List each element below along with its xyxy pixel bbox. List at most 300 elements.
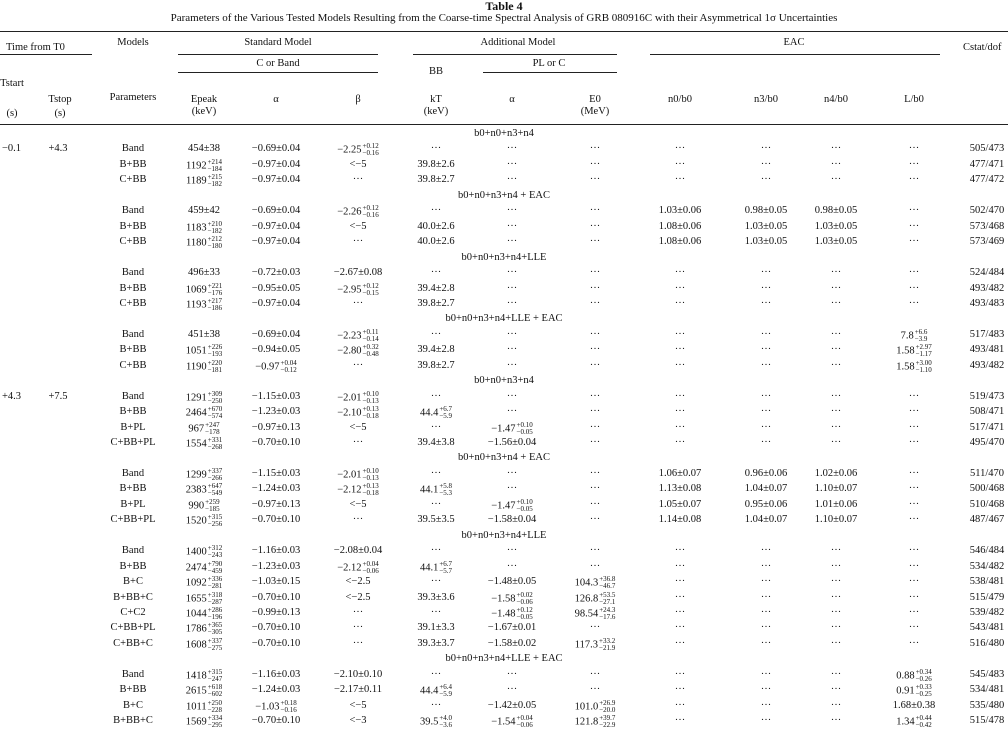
cell-beta: ··· bbox=[352, 622, 364, 633]
table-row bbox=[0, 560, 1008, 574]
cell-e0: ··· bbox=[589, 174, 601, 185]
cell-cstat: 502/470 bbox=[969, 205, 1005, 216]
cell-model: B+BB bbox=[119, 344, 147, 355]
cell-n0b0: ··· bbox=[674, 283, 686, 294]
cell-alpha: −1.15±0.03 bbox=[251, 468, 301, 479]
rule-standard bbox=[178, 54, 378, 55]
cell-e0: ··· bbox=[589, 468, 601, 479]
cell-model: B+BB bbox=[119, 406, 147, 417]
cell-e0: 121.8 +39.7 −22.9 bbox=[574, 714, 616, 729]
cell-epeak: 1520 +315 −256 bbox=[185, 513, 223, 528]
cell-n3b0: ··· bbox=[760, 159, 772, 170]
cell-n0b0: ··· bbox=[674, 561, 686, 572]
cell-kt: ··· bbox=[430, 267, 442, 278]
table-row bbox=[0, 343, 1008, 357]
cell-alpha: −0.97±0.04 bbox=[251, 221, 301, 232]
cell-lb0: ··· bbox=[908, 607, 920, 618]
cell-alpha: −1.23±0.03 bbox=[251, 406, 301, 417]
cell-model: Band bbox=[121, 468, 145, 479]
cell-n0b0: 1.06±0.07 bbox=[658, 468, 702, 479]
header-tstart: Tstart bbox=[0, 78, 24, 89]
cell-kt: 39.3±3.7 bbox=[417, 638, 455, 649]
cell-cstat: 493/483 bbox=[969, 298, 1005, 309]
cell-cstat: 524/484 bbox=[969, 267, 1005, 278]
cell-beta: ··· bbox=[352, 638, 364, 649]
cell-beta: <−5 bbox=[349, 499, 367, 510]
header-n0b0: n0/b0 bbox=[668, 94, 692, 105]
cell-model: B+C bbox=[123, 700, 143, 711]
cell-alpha: −1.16±0.03 bbox=[251, 669, 301, 680]
cell-cstat: 519/473 bbox=[969, 391, 1005, 402]
cell-kt: 39.5 +4.0 −3.6 bbox=[419, 714, 453, 729]
table-row bbox=[0, 621, 1008, 635]
table-title: Table 4 bbox=[485, 0, 523, 13]
cell-beta: −2.17±0.11 bbox=[333, 684, 383, 695]
cell-n4b0: ··· bbox=[830, 592, 842, 603]
cell-epeak: 1418 +315 −247 bbox=[185, 668, 223, 683]
cell-model: C+C2 bbox=[120, 607, 146, 618]
cell-alpha: −0.97±0.13 bbox=[251, 422, 301, 433]
cell-kt: 44.1 +5.8 −5.3 bbox=[419, 482, 453, 497]
cell-n0b0: 1.13±0.08 bbox=[658, 483, 702, 494]
cell-epeak: 1180 +212 −180 bbox=[185, 235, 223, 250]
cell-n4b0: ··· bbox=[830, 545, 842, 556]
cell-epeak: 1299 +337 −266 bbox=[185, 467, 223, 482]
cell-n0b0: 1.08±0.06 bbox=[658, 236, 702, 247]
cell-kt: ··· bbox=[430, 205, 442, 216]
cell-cstat: 493/482 bbox=[969, 283, 1005, 294]
cell-beta: <−5 bbox=[349, 159, 367, 170]
cell-n4b0: 1.10±0.07 bbox=[814, 514, 858, 525]
cell-lb0: 0.88 +0.34 −0.26 bbox=[896, 668, 932, 683]
cell-lb0: ··· bbox=[908, 159, 920, 170]
cell-n4b0: ··· bbox=[830, 576, 842, 587]
cell-alpha: −0.72±0.03 bbox=[251, 267, 301, 278]
cell-epeak: 451±38 bbox=[187, 329, 221, 340]
cell-cstat: 511/470 bbox=[969, 468, 1005, 479]
cell-epeak: 2464 +670 −574 bbox=[185, 405, 223, 420]
cell-n0b0: ··· bbox=[674, 422, 686, 433]
table-row bbox=[0, 482, 1008, 496]
cell-lb0: ··· bbox=[908, 576, 920, 587]
cell-e0: ··· bbox=[589, 499, 601, 510]
cell-n4b0: ··· bbox=[830, 669, 842, 680]
cell-tstop: +4.3 bbox=[48, 143, 68, 154]
cell-n0b0: ··· bbox=[674, 669, 686, 680]
cell-epeak: 1291 +309 −250 bbox=[185, 390, 223, 405]
cell-alpha: −0.99±0.13 bbox=[251, 607, 301, 618]
cell-alpha: −1.23±0.03 bbox=[251, 561, 301, 572]
cell-beta: ··· bbox=[352, 437, 364, 448]
cell-n3b0: ··· bbox=[760, 622, 772, 633]
cell-n4b0: 1.03±0.05 bbox=[814, 236, 858, 247]
cell-kt: ··· bbox=[430, 143, 442, 154]
cell-model: C+BB+PL bbox=[110, 437, 156, 448]
rule-top bbox=[0, 31, 1008, 32]
cell-beta: −2.12 +0.04 −0.06 bbox=[337, 560, 379, 575]
cell-kt: 39.5±3.5 bbox=[417, 514, 455, 525]
cell-cstat: 477/472 bbox=[969, 174, 1005, 185]
table-row bbox=[0, 467, 1008, 481]
cell-kt: ··· bbox=[430, 499, 442, 510]
cell-alpha-additional: ··· bbox=[506, 267, 518, 278]
cell-n4b0: ··· bbox=[830, 561, 842, 572]
cell-epeak: 459±42 bbox=[187, 205, 221, 216]
cell-alpha: −0.70±0.10 bbox=[251, 592, 301, 603]
cell-alpha: −0.94±0.05 bbox=[251, 344, 301, 355]
table-row bbox=[0, 220, 1008, 234]
cell-e0: 126.8 +53.5 −27.1 bbox=[574, 591, 616, 606]
cell-epeak: 1190 +220 −181 bbox=[185, 359, 223, 374]
cell-alpha-additional: ··· bbox=[506, 684, 518, 695]
cell-n4b0: ··· bbox=[830, 422, 842, 433]
cell-lb0: ··· bbox=[908, 143, 920, 154]
cell-e0: ··· bbox=[589, 622, 601, 633]
cell-epeak: 496±33 bbox=[187, 267, 221, 278]
cell-n0b0: ··· bbox=[674, 329, 686, 340]
cell-alpha-additional: ··· bbox=[506, 391, 518, 402]
cell-n4b0: 1.10±0.07 bbox=[814, 483, 858, 494]
cell-lb0: ··· bbox=[908, 483, 920, 494]
cell-n3b0: ··· bbox=[760, 607, 772, 618]
cell-beta: −2.08±0.04 bbox=[333, 545, 383, 556]
cell-n4b0: 0.98±0.05 bbox=[814, 205, 858, 216]
cell-e0: ··· bbox=[589, 561, 601, 572]
header-alpha: α bbox=[273, 94, 279, 105]
cell-cstat: 493/481 bbox=[969, 344, 1005, 355]
section-header: b0+n0+n3+n4 bbox=[474, 128, 534, 139]
cell-alpha: −1.16±0.03 bbox=[251, 545, 301, 556]
cell-lb0: ··· bbox=[908, 205, 920, 216]
cell-model: Band bbox=[121, 669, 145, 680]
cell-cstat: 517/471 bbox=[969, 422, 1005, 433]
cell-n3b0: 0.98±0.05 bbox=[744, 205, 788, 216]
cell-alpha-additional: ··· bbox=[506, 545, 518, 556]
table-row bbox=[0, 173, 1008, 187]
cell-n0b0: ··· bbox=[674, 437, 686, 448]
header-models: Models bbox=[117, 37, 149, 48]
cell-beta: −2.12 +0.13 −0.18 bbox=[337, 482, 379, 497]
cell-cstat: 546/484 bbox=[969, 545, 1005, 556]
cell-model: Band bbox=[121, 545, 145, 556]
cell-alpha-additional: ··· bbox=[506, 283, 518, 294]
cell-alpha-additional: ··· bbox=[506, 360, 518, 371]
cell-kt: 39.8±2.6 bbox=[417, 159, 455, 170]
table-row bbox=[0, 699, 1008, 713]
cell-epeak: 1554 +331 −268 bbox=[185, 436, 223, 451]
cell-model: B+PL bbox=[120, 422, 146, 433]
cell-alpha-additional: ··· bbox=[506, 298, 518, 309]
cell-epeak: 2615 +618 −602 bbox=[185, 683, 223, 698]
cell-n4b0: ··· bbox=[830, 700, 842, 711]
cell-alpha: −1.15±0.03 bbox=[251, 391, 301, 402]
cell-alpha: −0.70±0.10 bbox=[251, 638, 301, 649]
cell-n0b0: ··· bbox=[674, 638, 686, 649]
cell-epeak: 1786 +365 −305 bbox=[185, 621, 223, 636]
cell-lb0: ··· bbox=[908, 422, 920, 433]
cell-e0: 98.54 +24.3 −17.6 bbox=[574, 606, 616, 621]
cell-kt: 39.8±2.7 bbox=[417, 298, 455, 309]
cell-epeak: 1193 +217 −186 bbox=[185, 297, 223, 312]
cell-e0: ··· bbox=[589, 514, 601, 525]
header-eac: EAC bbox=[783, 37, 805, 48]
cell-alpha: −0.97±0.04 bbox=[251, 236, 301, 247]
cell-n3b0: ··· bbox=[760, 638, 772, 649]
table-row bbox=[0, 204, 1008, 218]
cell-beta: <−5 bbox=[349, 422, 367, 433]
cell-epeak: 1192 +214 −184 bbox=[185, 158, 223, 173]
header-tstart-unit: (s) bbox=[6, 108, 18, 119]
table-row bbox=[0, 282, 1008, 296]
cell-beta: −2.80 +0.32 −0.48 bbox=[337, 343, 379, 358]
cell-alpha-additional: ··· bbox=[506, 669, 518, 680]
cell-kt: ··· bbox=[430, 669, 442, 680]
cell-n4b0: ··· bbox=[830, 391, 842, 402]
cell-alpha: −0.97±0.04 bbox=[251, 159, 301, 170]
cell-epeak: 1011 +250 −228 bbox=[185, 699, 223, 714]
cell-model: B+BB bbox=[119, 283, 147, 294]
cell-beta: −2.95 +0.12 −0.15 bbox=[337, 282, 379, 297]
cell-alpha-additional: −1.67±0.01 bbox=[487, 622, 537, 633]
cell-lb0: ··· bbox=[908, 468, 920, 479]
cell-kt: 40.0±2.6 bbox=[417, 221, 455, 232]
cell-lb0: ··· bbox=[908, 283, 920, 294]
cell-model: B+BB bbox=[119, 483, 147, 494]
cell-n3b0: ··· bbox=[760, 437, 772, 448]
cell-e0: ··· bbox=[589, 437, 601, 448]
cell-e0: ··· bbox=[589, 669, 601, 680]
cell-beta: ··· bbox=[352, 514, 364, 525]
cell-alpha: −1.24±0.03 bbox=[251, 483, 301, 494]
header-beta: β bbox=[355, 94, 361, 105]
cell-alpha-additional: −1.56±0.04 bbox=[487, 437, 537, 448]
cell-lb0: 1.58 +3.00 −1.10 bbox=[896, 359, 932, 374]
cell-n3b0: ··· bbox=[760, 684, 772, 695]
cell-beta: −2.10 +0.13 −0.18 bbox=[337, 405, 379, 420]
cell-cstat: 477/471 bbox=[969, 159, 1005, 170]
cell-alpha-additional: −1.42±0.05 bbox=[487, 700, 537, 711]
cell-kt: 40.0±2.6 bbox=[417, 236, 455, 247]
cell-model: C+BB bbox=[119, 298, 147, 309]
cell-lb0: ··· bbox=[908, 437, 920, 448]
cell-kt: 39.3±3.6 bbox=[417, 592, 455, 603]
cell-model: Band bbox=[121, 391, 145, 402]
cell-beta: −2.01 +0.10 −0.13 bbox=[337, 467, 379, 482]
table-row bbox=[0, 714, 1008, 728]
cell-cstat: 505/473 bbox=[969, 143, 1005, 154]
cell-model: C+BB+C bbox=[113, 638, 153, 649]
cell-n4b0: ··· bbox=[830, 143, 842, 154]
cell-cstat: 515/478 bbox=[969, 715, 1005, 726]
cell-n3b0: ··· bbox=[760, 267, 772, 278]
cell-cstat: 539/482 bbox=[969, 607, 1005, 618]
cell-alpha: −0.69±0.04 bbox=[251, 329, 301, 340]
cell-beta: <−2.5 bbox=[345, 576, 371, 587]
header-lb0: L/b0 bbox=[904, 94, 924, 105]
cell-epeak: 1569 +334 −295 bbox=[185, 714, 223, 729]
cell-n3b0: ··· bbox=[760, 298, 772, 309]
cell-n4b0: 1.01±0.06 bbox=[814, 499, 858, 510]
header-parameters: Parameters bbox=[109, 92, 157, 103]
cell-beta: ··· bbox=[352, 174, 364, 185]
table-row bbox=[0, 606, 1008, 620]
cell-lb0: 1.58 +2.97 −1.17 bbox=[896, 343, 932, 358]
cell-kt: ··· bbox=[430, 545, 442, 556]
cell-n0b0: ··· bbox=[674, 684, 686, 695]
cell-n3b0: ··· bbox=[760, 561, 772, 572]
cell-n4b0: ··· bbox=[830, 437, 842, 448]
header-alpha-additional: α bbox=[509, 94, 515, 105]
cell-lb0: 0.91 +0.33 −0.25 bbox=[896, 683, 932, 698]
table-row bbox=[0, 297, 1008, 311]
table-row bbox=[0, 591, 1008, 605]
header-e0: E0 bbox=[589, 94, 601, 105]
table-row bbox=[0, 421, 1008, 435]
cell-beta: −2.10±0.10 bbox=[333, 669, 383, 680]
header-kt: kT bbox=[430, 94, 442, 105]
cell-e0: ··· bbox=[589, 406, 601, 417]
cell-n3b0: ··· bbox=[760, 329, 772, 340]
cell-n0b0: ··· bbox=[674, 592, 686, 603]
cell-n4b0: ··· bbox=[830, 298, 842, 309]
cell-n3b0: ··· bbox=[760, 422, 772, 433]
cell-e0: ··· bbox=[589, 684, 601, 695]
cell-alpha-additional: −1.58±0.02 bbox=[487, 638, 537, 649]
cell-lb0: ··· bbox=[908, 499, 920, 510]
table-caption bbox=[0, 0, 1008, 25]
cell-epeak: 990 +259 −185 bbox=[188, 498, 220, 513]
cell-e0: ··· bbox=[589, 283, 601, 294]
cell-lb0: ··· bbox=[908, 406, 920, 417]
cell-n3b0: 1.04±0.07 bbox=[744, 483, 788, 494]
cell-alpha: −0.97 +0.04 −0.12 bbox=[255, 359, 297, 374]
cell-alpha-additional: −1.48 +0.12 −0.05 bbox=[491, 606, 533, 621]
cell-model: Band bbox=[121, 143, 145, 154]
cell-alpha-additional: −1.58 +0.02 −0.06 bbox=[491, 591, 533, 606]
cell-alpha-additional: ··· bbox=[506, 159, 518, 170]
table-row bbox=[0, 390, 1008, 404]
cell-n3b0: 0.95±0.06 bbox=[744, 499, 788, 510]
cell-alpha-additional: ··· bbox=[506, 329, 518, 340]
cell-cstat: 487/467 bbox=[969, 514, 1005, 525]
cell-n4b0: ··· bbox=[830, 638, 842, 649]
table-row bbox=[0, 266, 1008, 280]
cell-e0: ··· bbox=[589, 391, 601, 402]
cell-e0: 101.0 +26.9 −20.0 bbox=[574, 699, 616, 714]
cell-lb0: ··· bbox=[908, 514, 920, 525]
cell-n0b0: ··· bbox=[674, 700, 686, 711]
cell-n0b0: 1.03±0.06 bbox=[658, 205, 702, 216]
cell-alpha: −1.24±0.03 bbox=[251, 684, 301, 695]
cell-n4b0: ··· bbox=[830, 159, 842, 170]
cell-cstat: 545/483 bbox=[969, 669, 1005, 680]
cell-n3b0: ··· bbox=[760, 283, 772, 294]
cell-n4b0: ··· bbox=[830, 684, 842, 695]
cell-beta: −2.26 +0.12 −0.16 bbox=[337, 204, 379, 219]
cell-n4b0: ··· bbox=[830, 607, 842, 618]
section-header: b0+n0+n3+n4+LLE bbox=[461, 252, 547, 263]
cell-e0: ··· bbox=[589, 267, 601, 278]
cell-epeak: 1655 +318 −287 bbox=[185, 591, 223, 606]
cell-n0b0: ··· bbox=[674, 267, 686, 278]
cell-epeak: 1189 +215 −182 bbox=[185, 173, 223, 188]
cell-n3b0: ··· bbox=[760, 576, 772, 587]
cell-cstat: 510/468 bbox=[969, 499, 1005, 510]
cell-tstop: +7.5 bbox=[48, 391, 68, 402]
header-tstop-unit: (s) bbox=[54, 108, 66, 119]
cell-e0: ··· bbox=[589, 143, 601, 154]
cell-tstart: −0.1 bbox=[2, 143, 22, 154]
cell-model: B+PL bbox=[120, 499, 146, 510]
cell-e0: ··· bbox=[589, 483, 601, 494]
cell-kt: 39.8±2.7 bbox=[417, 174, 455, 185]
cell-kt: ··· bbox=[430, 607, 442, 618]
cell-n0b0: ··· bbox=[674, 607, 686, 618]
cell-kt: 39.1±3.3 bbox=[417, 622, 455, 633]
section-header: b0+n0+n3+n4+LLE bbox=[461, 530, 547, 541]
cell-n3b0: ··· bbox=[760, 406, 772, 417]
cell-e0: ··· bbox=[589, 545, 601, 556]
cell-n3b0: ··· bbox=[760, 545, 772, 556]
cell-n0b0: ··· bbox=[674, 174, 686, 185]
cell-alpha-additional: ··· bbox=[506, 468, 518, 479]
cell-alpha-additional: −1.54 +0.04 −0.06 bbox=[491, 714, 533, 729]
rule-pl-or-c bbox=[483, 72, 617, 73]
cell-kt: ··· bbox=[430, 329, 442, 340]
cell-model: B+BB bbox=[119, 221, 147, 232]
cell-cstat: 573/469 bbox=[969, 236, 1005, 247]
cell-beta: −2.67±0.08 bbox=[333, 267, 383, 278]
cell-cstat: 535/480 bbox=[969, 700, 1005, 711]
cell-beta: ··· bbox=[352, 298, 364, 309]
cell-alpha: −1.03 +0.18 −0.16 bbox=[255, 699, 297, 714]
cell-e0: ··· bbox=[589, 221, 601, 232]
cell-e0: ··· bbox=[589, 329, 601, 340]
cell-alpha-additional: −1.48±0.05 bbox=[487, 576, 537, 587]
cell-alpha: −0.69±0.04 bbox=[251, 205, 301, 216]
cell-beta: −2.23 +0.11 −0.14 bbox=[337, 328, 379, 343]
cell-e0: ··· bbox=[589, 236, 601, 247]
cell-model: B+BB+C bbox=[113, 592, 153, 603]
cell-kt: 39.4±2.8 bbox=[417, 283, 455, 294]
cell-n3b0: 1.03±0.05 bbox=[744, 236, 788, 247]
cell-beta: <−5 bbox=[349, 700, 367, 711]
cell-epeak: 1069 +221 −176 bbox=[185, 282, 223, 297]
cell-alpha: −0.97±0.04 bbox=[251, 174, 301, 185]
cell-model: C+BB bbox=[119, 236, 147, 247]
header-time-from: Time from T0 bbox=[6, 42, 65, 53]
table-subtitle: Parameters of the Various Tested Models Resulting from the Coarse-time Spectral Analysis of GRB 080916C with their Asymmetrical 1σ Uncertainties bbox=[170, 12, 838, 24]
cell-n4b0: ··· bbox=[830, 406, 842, 417]
header-n4b0: n4/b0 bbox=[824, 94, 848, 105]
table-row bbox=[0, 158, 1008, 172]
cell-n4b0: ··· bbox=[830, 344, 842, 355]
cell-tstart: +4.3 bbox=[2, 391, 22, 402]
cell-cstat: 534/481 bbox=[969, 684, 1005, 695]
cell-lb0: ··· bbox=[908, 298, 920, 309]
cell-n0b0: ··· bbox=[674, 143, 686, 154]
cell-beta: <−3 bbox=[349, 715, 367, 726]
section-header: b0+n0+n3+n4 + EAC bbox=[458, 452, 550, 463]
cell-model: C+BB bbox=[119, 174, 147, 185]
cell-model: B+BB+C bbox=[113, 715, 153, 726]
cell-cstat: 500/468 bbox=[969, 483, 1005, 494]
cell-lb0: 7.8 +6.6 −3.9 bbox=[900, 328, 928, 343]
cell-n4b0: ··· bbox=[830, 329, 842, 340]
cell-kt: 44.1 +6.7 −5.7 bbox=[419, 560, 453, 575]
cell-kt: 44.4 +6.4 −5.9 bbox=[419, 683, 453, 698]
cell-beta: <−2.5 bbox=[345, 592, 371, 603]
